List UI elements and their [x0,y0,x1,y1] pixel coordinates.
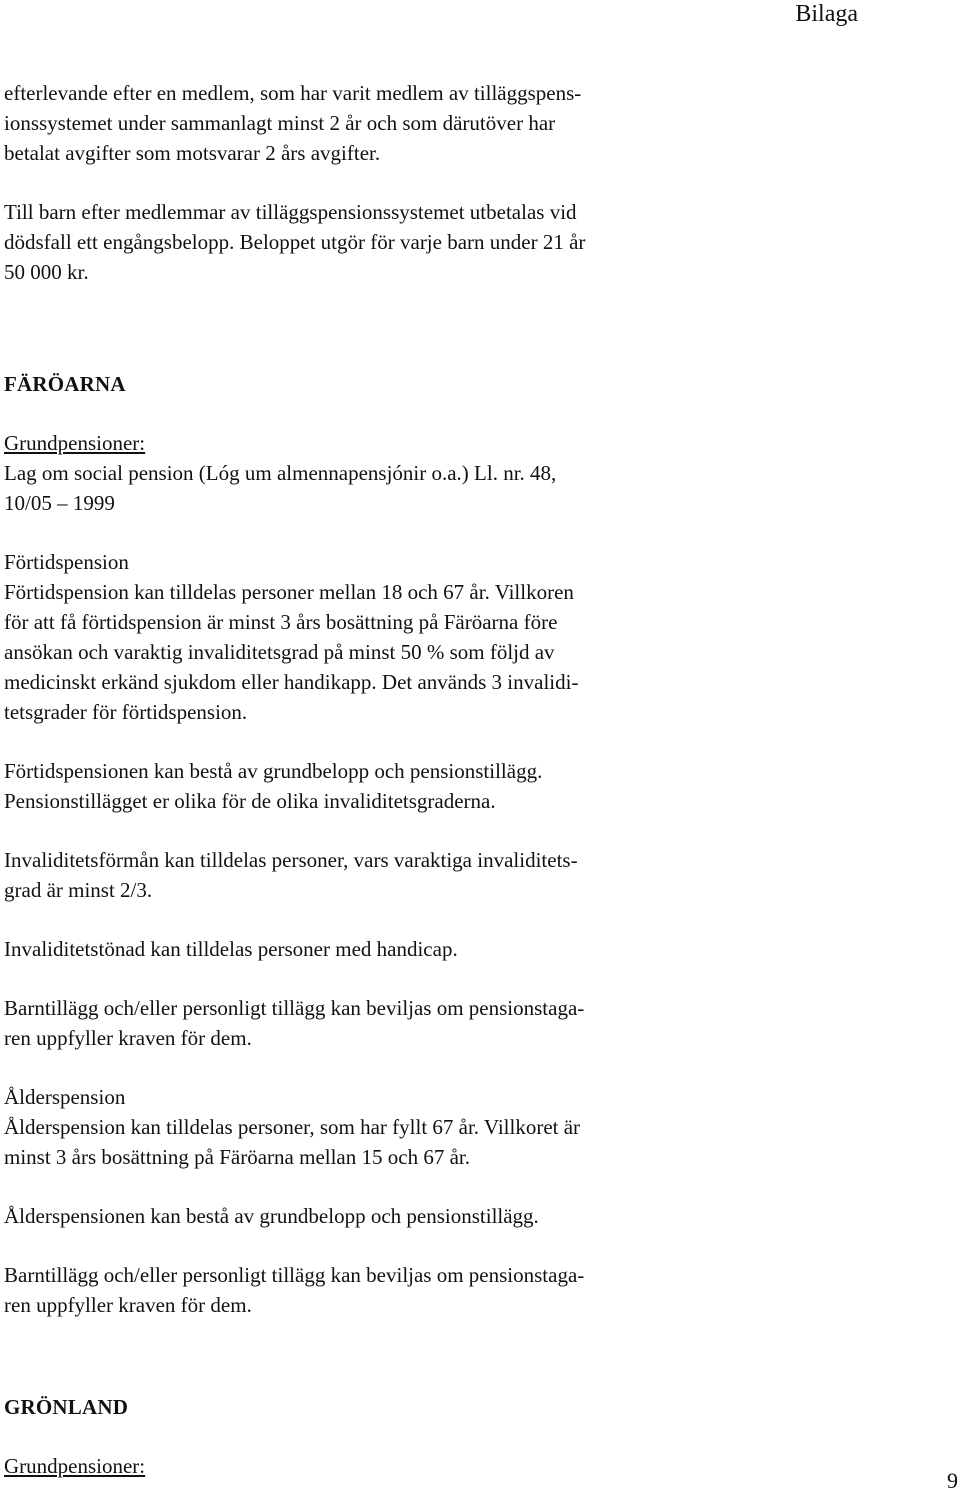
alderspension-heading: Ålderspension [4,1085,126,1109]
fortidspension-paragraph-5: Barntillägg och/eller personligt tillägg kan beviljas om pensionstaga- ren uppfyller kraven för dem. [4,996,585,1050]
gronland-grundpensioner-label: Grundpensioner: [4,1454,146,1478]
section-heading-faroarna: FÄRÖARNA [4,372,126,396]
faroarna-law-reference: Lag om social pension (Lóg um almennapensjónir o.a.) Ll. nr. 48, 10/05 – 1999 [4,461,557,515]
fortidspension-paragraph-1: Förtidspension kan tilldelas personer mellan 18 och 67 år. Villkoren för att få förtidspension är minst 3 års bosättning på Färöarna före ansökan och varaktig invaliditetsgrad på minst 50 % som följd av medicinskt erkänd sjukdom eller handikapp. Det används 3 invalidi- tetsgrader för förtidspension. [4,580,579,724]
faroarna-grundpensioner-label: Grundpensioner: [4,431,146,455]
page-header-title: Bilaga [795,1,858,27]
alderspension-paragraph-2: Ålderspensionen kan bestå av grundbelopp och pensionstillägg. [4,1204,539,1228]
fortidspension-paragraph-4: Invaliditetstönad kan tilldelas personer med handicap. [4,937,458,961]
alderspension-paragraph-3: Barntillägg och/eller personligt tillägg kan beviljas om pensionstaga- ren uppfyller kraven för dem. [4,1263,585,1317]
intro-paragraph-1: efterlevande efter en medlem, som har varit medlem av tilläggspens- ionssystemet under sammanlagt minst 2 år och som därutöver har betalat avgifter som motsvarar 2 års avgifter. [4,81,582,165]
page-number: 9 [947,1468,958,1493]
fortidspension-paragraph-2: Förtidspensionen kan bestå av grundbelopp och pensionstillägg. Pensionstillägget er olika för de olika invaliditetsgraderna. [4,759,543,813]
intro-paragraph-2: Till barn efter medlemmar av tilläggspensionssystemet utbetalas vid dödsfall ett engångsbelopp. Beloppet utgör för varje barn under 21 år 50 000 kr. [4,200,586,284]
section-heading-gronland: GRÖNLAND [4,1395,129,1419]
fortidspension-paragraph-3: Invaliditetsförmån kan tilldelas personer, vars varaktiga invaliditets- grad är minst 2/3. [4,848,578,902]
alderspension-paragraph-1: Ålderspension kan tilldelas personer, som har fyllt 67 år. Villkoret är minst 3 års bosättning på Färöarna mellan 15 och 67 år. [4,1115,581,1169]
document-body [4,78,724,1481]
fortidspension-heading: Förtidspension [4,550,129,574]
